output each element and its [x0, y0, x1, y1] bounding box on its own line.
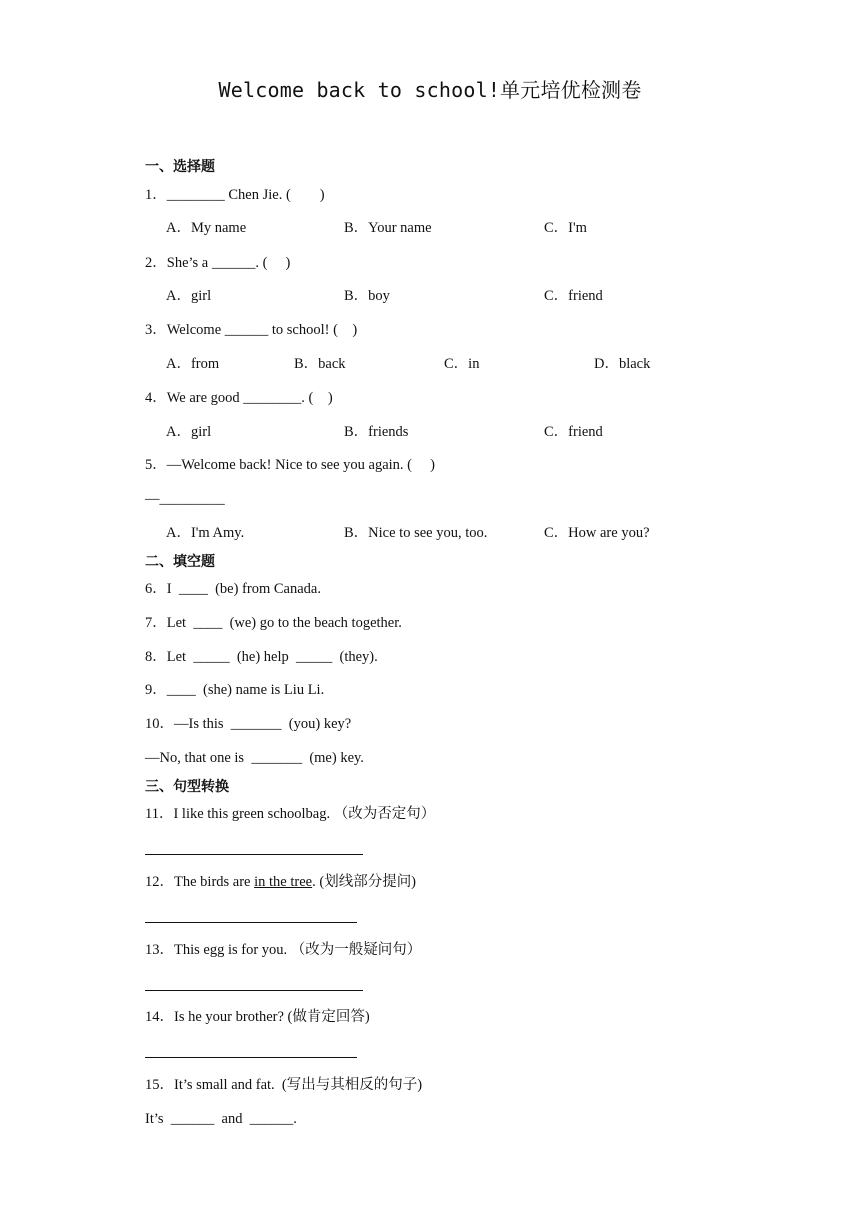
question-15: 15．It’s small and fat. (写出与其相反的句子) — [145, 1077, 423, 1093]
q4-option-c: C．friend — [544, 424, 603, 440]
q2-option-b: B．boy — [344, 288, 390, 304]
q3-option-a: A．from — [166, 356, 220, 372]
q1-option-b: B．Your name — [344, 220, 432, 236]
question-13: 13．This egg is for you. （改为一般疑问句） — [145, 942, 422, 958]
answer-line-11 — [145, 854, 363, 855]
question-8: 8．Let _____ (he) help _____ (they). — [145, 649, 378, 665]
q5-option-b: B．Nice to see you, too. — [344, 525, 488, 541]
q4-option-a: A．girl — [166, 424, 212, 440]
q4-option-b: B．friends — [344, 424, 409, 440]
q5-option-c: C．How are you? — [544, 525, 650, 541]
question-7: 7．Let ____ (we) go to the beach together. — [145, 615, 402, 631]
question-11: 11．I like this green schoolbag. （改为否定句） — [145, 806, 436, 822]
q2-option-c: C．friend — [544, 288, 603, 304]
q5-option-a: A．I'm Amy. — [166, 525, 245, 541]
section-heading-fill: 二、填空题 — [145, 554, 215, 570]
question-6: 6．I ____ (be) from Canada. — [145, 581, 321, 597]
answer-line-14 — [145, 1057, 357, 1058]
question-15-answer: It’s ______ and ______. — [145, 1111, 297, 1127]
question-12-underlined: in the tree — [254, 874, 313, 890]
q3-option-b: B．back — [294, 356, 346, 372]
q1-option-a: A．My name — [166, 220, 247, 236]
question-2: 2．She’s a ______. ( ) — [145, 255, 291, 271]
q3-option-d: D．black — [594, 356, 651, 372]
question-1: 1．________ Chen Jie. ( ) — [145, 187, 325, 203]
question-14: 14．Is he your brother? (做肯定回答) — [145, 1009, 370, 1025]
question-4: 4．We are good ________. ( ) — [145, 390, 333, 406]
question-12 — [145, 872, 416, 892]
question-3: 3．Welcome ______ to school! ( ) — [145, 322, 358, 338]
q1-option-c: C．I'm — [544, 220, 587, 236]
question-10-reply: —No, that one is _______ (me) key. — [145, 750, 364, 766]
question-9: 9．____ (she) name is Liu Li. — [145, 682, 325, 698]
question-5-reply: —_________ — [145, 491, 225, 507]
q3-option-c: C．in — [444, 356, 480, 372]
answer-line-12 — [145, 922, 357, 923]
section-heading-choice: 一、选择题 — [145, 159, 215, 175]
question-10: 10．—Is this _______ (you) key? — [145, 716, 352, 732]
question-5: 5．—Welcome back! Nice to see you again. ( ) — [145, 457, 435, 473]
section-heading-transform: 三、句型转换 — [145, 779, 229, 795]
question-12-pre: 12．The birds are — [145, 874, 255, 890]
answer-line-13 — [145, 990, 363, 991]
question-12-post: . (划线部分提问) — [312, 874, 417, 890]
page-title: Welcome back to school!单元培优检测卷 — [218, 78, 642, 102]
q2-option-a: A．girl — [166, 288, 212, 304]
